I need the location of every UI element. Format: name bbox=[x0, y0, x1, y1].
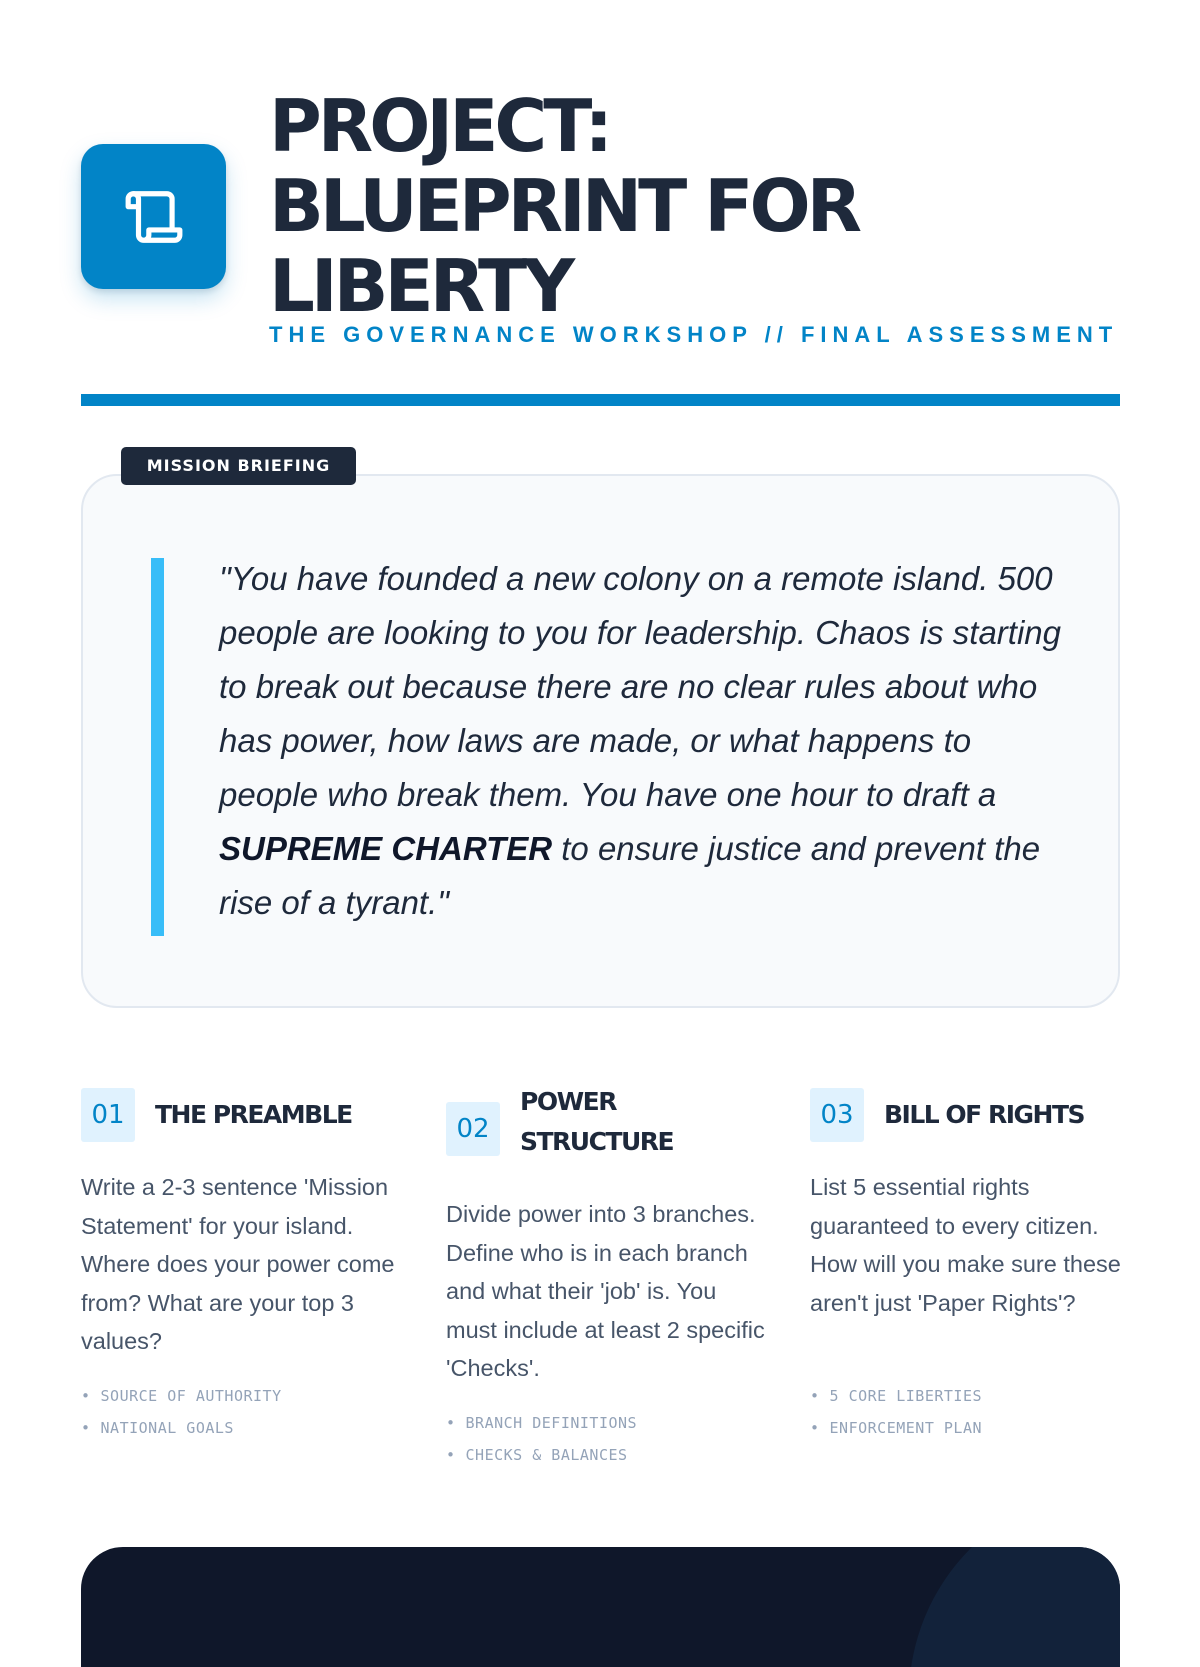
step-checklist bbox=[810, 1380, 982, 1444]
list-item: • SOURCE OF AUTHORITY bbox=[81, 1380, 282, 1412]
page-title bbox=[269, 86, 858, 326]
list-item: • CHECKS & BALANCES bbox=[446, 1439, 637, 1471]
quote-emphasis: SUPREME CHARTER bbox=[219, 830, 553, 867]
mission-briefing-card bbox=[81, 474, 1120, 1008]
title-line-3: LIBERTY bbox=[269, 244, 572, 328]
step-description: List 5 essential rights guaranteed to every citizen. How will you make sure these aren't just 'Paper Rights'? bbox=[810, 1174, 1121, 1316]
panel-decorative-circle bbox=[909, 1547, 1120, 1667]
step-title: BILL OF RIGHTS bbox=[884, 1100, 1085, 1129]
bottom-dark-panel bbox=[81, 1547, 1120, 1667]
step-card-power-structure bbox=[446, 1088, 766, 1488]
quote-accent-bar bbox=[151, 558, 164, 936]
step-number: 02 bbox=[446, 1102, 500, 1156]
title-line-1: PROJECT: bbox=[269, 84, 610, 168]
step-number: 03 bbox=[810, 1088, 864, 1142]
mission-briefing-badge: MISSION BRIEFING bbox=[121, 447, 356, 485]
page-header bbox=[81, 84, 1120, 358]
scroll-icon bbox=[81, 144, 226, 289]
header-divider bbox=[81, 394, 1120, 406]
quote-text-end: to ensure justice and prevent the rise of a tyrant." bbox=[219, 830, 1041, 921]
list-item: • NATIONAL GOALS bbox=[81, 1412, 282, 1444]
worksheet-page bbox=[81, 0, 1120, 1600]
list-item: • 5 CORE LIBERTIES bbox=[810, 1380, 982, 1412]
step-title: THE PREAMBLE bbox=[155, 1100, 352, 1129]
title-line-2: BLUEPRINT FOR bbox=[269, 164, 859, 248]
step-card-preamble bbox=[81, 1088, 401, 1488]
step-title: POWER STRUCTURE bbox=[520, 1087, 674, 1156]
step-checklist bbox=[446, 1407, 637, 1471]
list-item: • ENFORCEMENT PLAN bbox=[810, 1412, 982, 1444]
step-number: 01 bbox=[81, 1088, 135, 1142]
mission-quote bbox=[219, 552, 1069, 930]
step-description: Write a 2-3 sentence 'Mission Statement' for your island. Where does your power come from? What are your top 3 values? bbox=[81, 1174, 395, 1354]
step-checklist bbox=[81, 1380, 282, 1444]
list-item: • BRANCH DEFINITIONS bbox=[446, 1407, 637, 1439]
step-card-bill-of-rights bbox=[810, 1088, 1130, 1488]
page-subtitle: THE GOVERNANCE WORKSHOP // FINAL ASSESSMENT bbox=[269, 322, 1119, 347]
step-description: Divide power into 3 branches. Define who is in each branch and what their 'job' is. You must include at least 2 specific 'Checks'. bbox=[446, 1201, 765, 1381]
quote-text-start: "You have founded a new colony on a remote island. 500 people are looking to you for leadership. Chaos is starting to break out because there are no clear rules about who has power, how laws are made, or what happens to people who break them. You have one hour to draft a bbox=[219, 560, 1061, 813]
